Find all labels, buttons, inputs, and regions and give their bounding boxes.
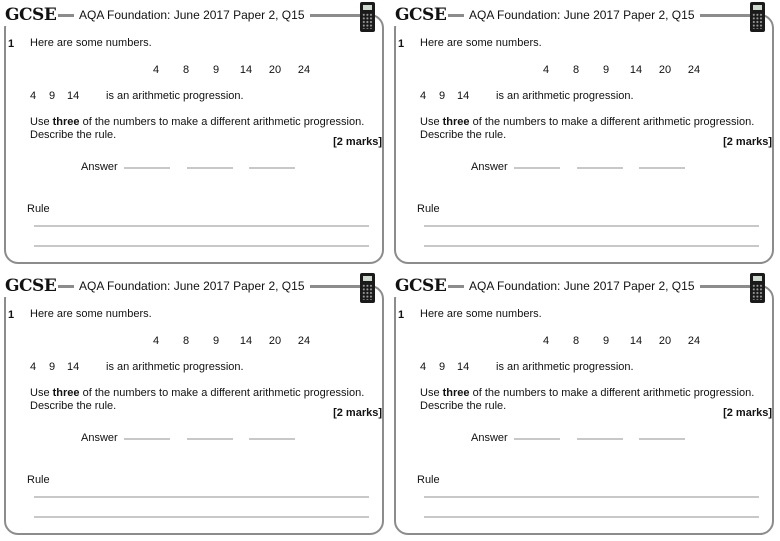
number-item: 9: [602, 335, 610, 347]
marks-label: [2 marks]: [723, 407, 772, 419]
paper-title: AQA Foundation: June 2017 Paper 2, Q15: [464, 278, 700, 294]
rule-label: Rule: [27, 203, 50, 215]
rule-line[interactable]: [424, 516, 759, 518]
question-number: 1: [8, 38, 15, 50]
number-item: 14: [629, 335, 643, 347]
answer-label: Answer: [81, 432, 118, 444]
number-item: 9: [602, 64, 610, 76]
instruction-prefix: Use: [420, 387, 443, 399]
number-item: 9: [212, 64, 220, 76]
progression-text: is an arithmetic progression.: [496, 361, 634, 373]
number-item: 8: [182, 64, 190, 76]
rule-line[interactable]: [424, 245, 759, 247]
number-item: 14: [629, 64, 643, 76]
progression-number: 14: [67, 361, 80, 373]
rule-label: Rule: [27, 474, 50, 486]
rule-line[interactable]: [424, 225, 759, 227]
rule-line[interactable]: [34, 516, 369, 518]
instruction: [420, 116, 754, 129]
calculator-screen: [753, 276, 762, 281]
paper-title: AQA Foundation: June 2017 Paper 2, Q15: [74, 7, 310, 23]
progression-number: 4: [420, 90, 427, 102]
rule-label: Rule: [417, 203, 440, 215]
gcse-logo: GCSE: [5, 5, 57, 25]
number-item: 20: [658, 64, 672, 76]
progression-number: 4: [30, 90, 37, 102]
rule-line[interactable]: [424, 496, 759, 498]
question-card: [0, 271, 390, 541]
rule-line[interactable]: [34, 245, 369, 247]
number-item: 4: [152, 335, 160, 347]
instruction-prefix: Use: [420, 116, 443, 128]
number-item: 24: [297, 335, 311, 347]
question-intro: Here are some numbers.: [420, 37, 542, 49]
number-item: 20: [658, 335, 672, 347]
question-number: 1: [398, 309, 405, 321]
describe-rule: Describe the rule.: [420, 129, 507, 141]
progression-number: 4: [30, 361, 37, 373]
progression-number: 4: [420, 361, 427, 373]
instruction-prefix: Use: [30, 387, 53, 399]
gcse-logo: GCSE: [395, 5, 447, 25]
progression-number: 9: [49, 90, 56, 102]
number-item: 14: [239, 335, 253, 347]
marks-label: [2 marks]: [333, 136, 382, 148]
rule-line[interactable]: [34, 225, 369, 227]
question-number: 1: [8, 309, 15, 321]
answer-line[interactable]: [577, 167, 623, 169]
progression-number: 14: [457, 90, 470, 102]
paper-title: AQA Foundation: June 2017 Paper 2, Q15: [74, 278, 310, 294]
number-item: 8: [182, 335, 190, 347]
number-item: 4: [152, 64, 160, 76]
calculator-keys: [752, 13, 763, 29]
answer-label: Answer: [471, 161, 508, 173]
answer-line[interactable]: [249, 167, 295, 169]
progression-text: is an arithmetic progression.: [496, 90, 634, 102]
progression-text: is an arithmetic progression.: [106, 90, 244, 102]
progression-number: 14: [67, 90, 80, 102]
question-card: [390, 271, 780, 541]
calculator-icon: [750, 2, 765, 32]
paper-title: AQA Foundation: June 2017 Paper 2, Q15: [464, 7, 700, 23]
number-item: 14: [239, 64, 253, 76]
answer-line[interactable]: [124, 167, 170, 169]
calculator-screen: [363, 276, 372, 281]
instruction-prefix: Use: [30, 116, 53, 128]
describe-rule: Describe the rule.: [30, 129, 117, 141]
marks-label: [2 marks]: [333, 407, 382, 419]
answer-line[interactable]: [577, 438, 623, 440]
number-item: 24: [687, 335, 701, 347]
question-intro: Here are some numbers.: [30, 308, 152, 320]
answer-label: Answer: [81, 161, 118, 173]
progression-text: is an arithmetic progression.: [106, 361, 244, 373]
progression-number: 9: [439, 90, 446, 102]
number-item: 4: [542, 64, 550, 76]
instruction-suffix: of the numbers to make a different arithmetic progression.: [469, 116, 755, 128]
rule-line[interactable]: [34, 496, 369, 498]
number-item: 20: [268, 335, 282, 347]
instruction-suffix: of the numbers to make a different arithmetic progression.: [469, 387, 755, 399]
number-item: 24: [687, 64, 701, 76]
instruction-suffix: of the numbers to make a different arithmetic progression.: [79, 116, 365, 128]
progression-number: 9: [439, 361, 446, 373]
progression-number: 9: [49, 361, 56, 373]
answer-line[interactable]: [187, 167, 233, 169]
answer-label: Answer: [471, 432, 508, 444]
calculator-keys: [362, 13, 373, 29]
calculator-icon: [750, 273, 765, 303]
answer-line[interactable]: [639, 438, 685, 440]
number-item: 9: [212, 335, 220, 347]
marks-label: [2 marks]: [723, 136, 772, 148]
calculator-keys: [362, 284, 373, 300]
instruction: [30, 387, 364, 400]
calculator-screen: [363, 5, 372, 10]
calculator-icon: [360, 2, 375, 32]
number-item: 4: [542, 335, 550, 347]
question-number: 1: [398, 38, 405, 50]
instruction-suffix: of the numbers to make a different arithmetic progression.: [79, 387, 365, 399]
number-item: 8: [572, 64, 580, 76]
instruction-emphasis: three: [52, 387, 80, 399]
calculator-icon: [360, 273, 375, 303]
calculator-screen: [753, 5, 762, 10]
number-item: 24: [297, 64, 311, 76]
gcse-logo: GCSE: [5, 276, 57, 296]
progression-number: 14: [457, 361, 470, 373]
describe-rule: Describe the rule.: [30, 400, 117, 412]
number-item: 8: [572, 335, 580, 347]
answer-line[interactable]: [124, 438, 170, 440]
instruction-emphasis: three: [52, 116, 80, 128]
answer-line[interactable]: [639, 167, 685, 169]
question-card: [390, 0, 780, 270]
answer-line[interactable]: [249, 438, 295, 440]
instruction-emphasis: three: [442, 387, 470, 399]
answer-line[interactable]: [514, 167, 560, 169]
number-item: 20: [268, 64, 282, 76]
question-intro: Here are some numbers.: [30, 37, 152, 49]
instruction: [30, 116, 364, 129]
answer-line[interactable]: [187, 438, 233, 440]
question-intro: Here are some numbers.: [420, 308, 542, 320]
gcse-logo: GCSE: [395, 276, 447, 296]
question-card: [0, 0, 390, 270]
describe-rule: Describe the rule.: [420, 400, 507, 412]
rule-label: Rule: [417, 474, 440, 486]
calculator-keys: [752, 284, 763, 300]
answer-line[interactable]: [514, 438, 560, 440]
instruction: [420, 387, 754, 400]
instruction-emphasis: three: [442, 116, 470, 128]
